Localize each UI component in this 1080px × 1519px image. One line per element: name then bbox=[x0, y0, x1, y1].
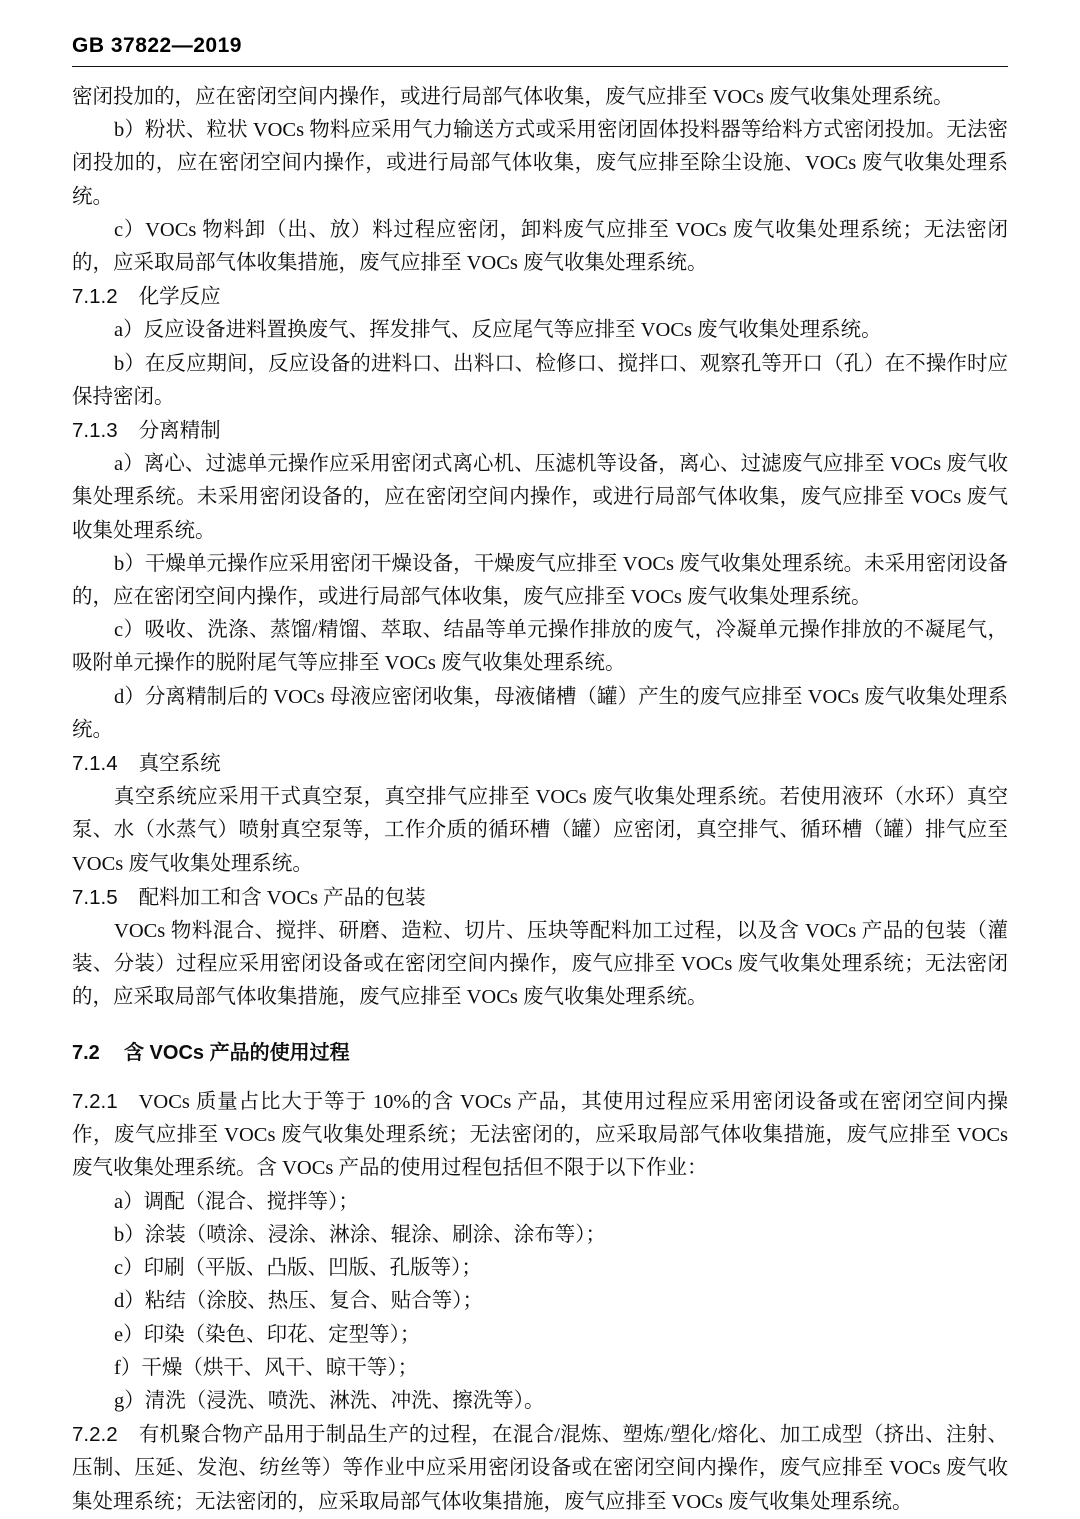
clause-7-1-3 bbox=[72, 414, 1008, 448]
clause-title-7-1-3: 分离精制 bbox=[138, 420, 221, 443]
clause-number-7-1-5: 7.1.5 bbox=[72, 885, 118, 909]
list-item: d）粘结（涂胶、热压、复合、贴合等）； bbox=[114, 1290, 484, 1313]
clause-number-7-1-4: 7.1.4 bbox=[72, 752, 118, 776]
section-heading-7-2 bbox=[72, 1037, 1008, 1069]
paragraph-7-1-1-b: b）粉状、粒状 VOCs 物料应采用气力输送方式或采用密闭固体投料器等给料方式密闭投加。无法密闭投加的，应在密闭空间内操作，或进行局部气体收集，废气应排至除尘设施、VOCs 废气收集处理系统。 bbox=[72, 119, 1008, 208]
clause-7-1-2 bbox=[72, 280, 1008, 314]
clause-7-1-5 bbox=[72, 881, 1008, 915]
section-title-7-2: 含 VOCs 产品的使用过程 bbox=[124, 1041, 350, 1064]
section-number-7-2: 7.2 bbox=[72, 1041, 100, 1064]
list-item: a）调配（混合、搅拌等）； bbox=[114, 1190, 359, 1213]
clause-number-7-1-3: 7.1.3 bbox=[72, 419, 118, 443]
paragraph-7-1-2-a: a）反应设备进料置换废气、挥发排气、反应尾气等应排至 VOCs 废气收集处理系统。 bbox=[114, 319, 882, 342]
header-divider bbox=[72, 66, 1008, 67]
paragraph-7-1-3-c: c）吸收、洗涤、蒸馏/精馏、萃取、结晶等单元操作排放的废气，冷凝单元操作排放的不凝尾气，吸附单元操作的脱附尾气等应排至 VOCs 废气收集处理系统。 bbox=[72, 619, 1008, 675]
paragraph-continued: 密闭投加的，应在密闭空间内操作，或进行局部气体收集，废气应排至 VOCs 废气收集处理系统。 bbox=[72, 86, 954, 108]
paragraph-7-1-4: 真空系统应采用干式真空泵，真空排气应排至 VOCs 废气收集处理系统。若使用液环（水环）真空泵、水（水蒸气）喷射真空泵等，工作介质的循环槽（罐）应密闭，真空排气、循环槽（罐）排气应至 VOCs 废气收集处理系统。 bbox=[72, 786, 1008, 875]
clause-title-7-1-5: 配料加工和含 VOCs 产品的包装 bbox=[138, 886, 426, 909]
document-body bbox=[72, 81, 1008, 1519]
page-header: GB 37822—2019 bbox=[72, 34, 242, 57]
list-item: f）干燥（烘干、风干、晾干等）； bbox=[114, 1356, 419, 1379]
paragraph-7-1-3-d: d）分离精制后的 VOCs 母液应密闭收集，母液储槽（罐）产生的废气应排至 VOCs 废气收集处理系统。 bbox=[72, 685, 1008, 741]
paragraph-7-1-3-b: b）干燥单元操作应采用密闭干燥设备，干燥废气应排至 VOCs 废气收集处理系统。未采用密闭设备的，应在密闭空间内操作，或进行局部气体收集，废气应排至 VOCs 废气收集处理系统。 bbox=[72, 552, 1008, 609]
paragraph-7-1-5: VOCs 物料混合、搅拌、研磨、造粒、切片、压块等配料加工过程，以及含 VOCs 产品的包装（灌装、分装）过程应采用密闭设备或在密闭空间内操作，废气应排至 VOCs 废气收集处理系统；无法密闭的，应采取局部气体收集措施，废气应排至 VOCs 废气收集处理系统。 bbox=[72, 920, 1008, 1009]
list-item: g）清洗（浸洗、喷洗、淋洗、冲洗、擦洗等）。 bbox=[114, 1389, 545, 1412]
paragraph-7-1-1-c: c）VOCs 物料卸（出、放）料过程应密闭，卸料废气应排至 VOCs 废气收集处理系统；无法密闭的，应采取局部气体收集措施，废气应排至 VOCs 废气收集处理系统。 bbox=[72, 218, 1008, 275]
clause-text-7-2-1: VOCs 质量占比大于等于 10%的含 VOCs 产品，其使用过程应采用密闭设备或在密闭空间内操作，废气应排至 VOCs 废气收集处理系统；无法密闭的，应采取局部气体收集措施，废气应排至 VOCs 废气收集处理系统。含 VOCs 产品的使用过程包括但不限于以下作业： bbox=[72, 1091, 1008, 1180]
list-item: e）印染（染色、印花、定型等）； bbox=[114, 1323, 421, 1346]
clause-number-7-1-2: 7.1.2 bbox=[72, 285, 118, 309]
list-item: c）印刷（平版、凸版、凹版、孔版等）； bbox=[114, 1257, 482, 1280]
list-item: b）涂装（喷涂、浸涂、淋涂、辊涂、刷涂、涂布等）； bbox=[114, 1223, 607, 1246]
clause-number-7-2-2: 7.2.2 bbox=[72, 1423, 118, 1447]
clause-text-7-2-2: 有机聚合物产品用于制品生产的过程，在混合/混炼、塑炼/塑化/熔化、加工成型（挤出、注射、压制、压延、发泡、纺丝等）等作业中应采用密闭设备或在密闭空间内操作，废气应排至 VOCs 废气收集处理系统；无法密闭的，应采取局部气体收集措施，废气应排至 VOCs 废气收集处理系统。 bbox=[72, 1424, 1008, 1513]
paragraph-7-1-2-b: b）在反应期间，反应设备的进料口、出料口、检修口、搅拌口、观察孔等开口（孔）在不操作时应保持密闭。 bbox=[72, 352, 1008, 408]
clause-7-2-1 bbox=[72, 1085, 1008, 1186]
clause-title-7-1-4: 真空系统 bbox=[138, 753, 221, 776]
clause-7-2-2 bbox=[72, 1418, 1008, 1519]
paragraph-7-1-3-a: a）离心、过滤单元操作应采用密闭式离心机、压滤机等设备，离心、过滤废气应排至 VOCs 废气收集处理系统。未采用密闭设备的，应在密闭空间内操作，或进行局部气体收集，废气应排至 VOCs 废气收集处理系统。 bbox=[72, 453, 1008, 542]
clause-title-7-1-2: 化学反应 bbox=[138, 286, 221, 309]
clause-number-7-2-1: 7.2.1 bbox=[72, 1090, 118, 1114]
clause-7-1-4 bbox=[72, 747, 1008, 781]
